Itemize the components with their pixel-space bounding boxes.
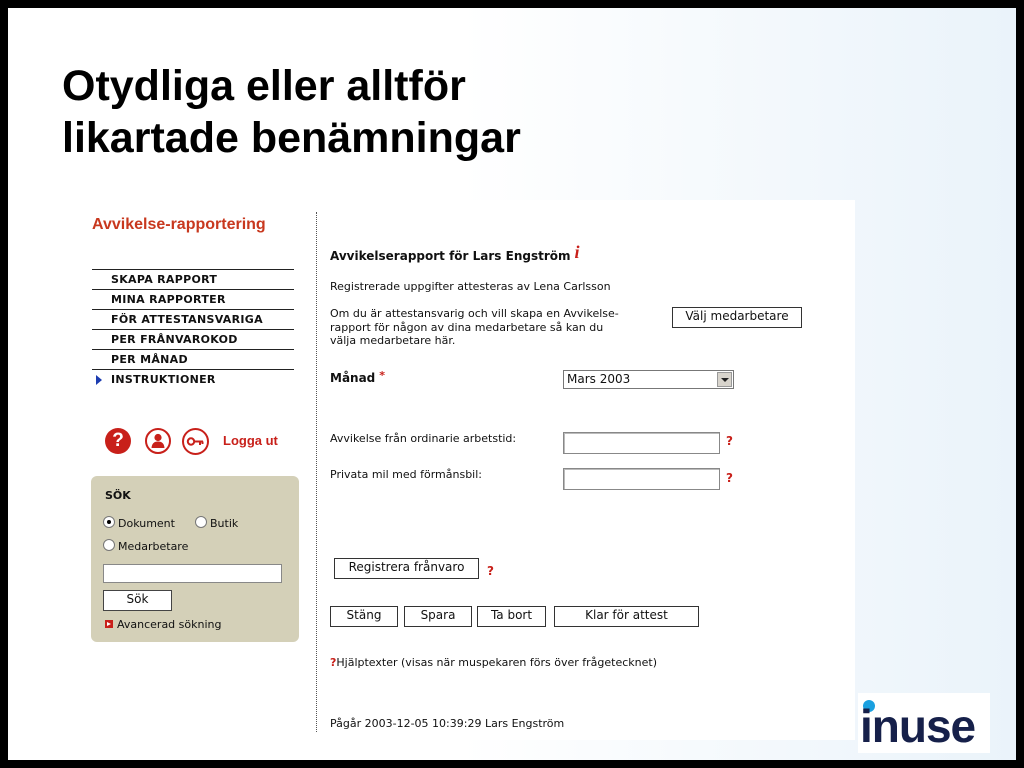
close-button[interactable]: Stäng xyxy=(330,606,398,627)
register-absence-button[interactable]: Registrera frånvaro xyxy=(334,558,479,579)
help-icon[interactable]: ? xyxy=(105,428,131,454)
choose-employee-text xyxy=(330,307,670,348)
left-column xyxy=(85,200,307,740)
radio-butik-input[interactable] xyxy=(195,516,207,528)
menu-item-label: MINA RAPPORTER xyxy=(111,293,226,306)
advanced-search-link[interactable] xyxy=(105,618,221,631)
month-select-value: Mars 2003 xyxy=(567,372,631,386)
help-note-icon: ? xyxy=(330,656,337,669)
choose-text-line-2: rapport för någon av dina medarbetare så kan du xyxy=(330,320,604,334)
advanced-search-label: Avancerad sökning xyxy=(117,618,222,631)
menu-item-label: PER FRÅNVAROKOD xyxy=(111,333,238,346)
arrow-right-icon xyxy=(105,620,113,628)
radio-dokument[interactable] xyxy=(103,516,175,531)
menu-item-label: SKAPA RAPPORT xyxy=(111,273,218,286)
month-label: Månad xyxy=(330,371,376,385)
radio-medarbetare-input[interactable] xyxy=(103,539,115,551)
delete-button[interactable]: Ta bort xyxy=(477,606,546,627)
column-divider xyxy=(316,212,317,732)
chevron-down-icon[interactable] xyxy=(717,372,732,387)
ready-for-attest-button[interactable]: Klar för attest xyxy=(554,606,699,627)
radio-dokument-label: Dokument xyxy=(118,517,175,530)
report-title xyxy=(330,242,580,263)
menu-item-label: INSTRUKTIONER xyxy=(111,373,216,386)
register-help-icon[interactable]: ? xyxy=(487,564,494,578)
search-panel xyxy=(91,476,299,642)
tool-icons xyxy=(105,426,315,456)
info-icon[interactable]: i xyxy=(574,242,580,262)
radio-medarbetare-label: Medarbetare xyxy=(118,540,189,553)
report-title-text: Avvikelserapport för Lars Engström xyxy=(330,249,571,263)
slide-title-line-1: Otydliga eller alltför xyxy=(62,62,466,110)
deviation-help-icon[interactable]: ? xyxy=(726,434,733,448)
user-icon[interactable] xyxy=(145,428,171,454)
radio-dokument-input[interactable] xyxy=(103,516,115,528)
month-label-row xyxy=(330,369,385,385)
menu-item-label: PER MÅNAD xyxy=(111,353,188,366)
choose-text-line-3: välja medarbetare här. xyxy=(330,334,456,347)
menu-item-instruktioner[interactable] xyxy=(92,370,294,389)
deviation-input[interactable] xyxy=(563,432,720,454)
menu-item-per-franvarokod[interactable] xyxy=(92,330,294,350)
radio-butik[interactable] xyxy=(195,516,238,531)
save-button[interactable]: Spara xyxy=(404,606,472,627)
choose-text-line-1: Om du är attestansvarig och vill skapa en Avvikelse- xyxy=(330,307,619,320)
search-input[interactable] xyxy=(103,564,282,583)
radio-butik-label: Butik xyxy=(210,517,239,530)
month-select[interactable] xyxy=(563,370,734,389)
attest-info: Registrerade uppgifter attesteras av Lena Carlsson xyxy=(330,280,611,293)
deviation-label: Avvikelse från ordinarie arbetstid: xyxy=(330,432,517,445)
inuse-logo xyxy=(858,693,990,753)
search-button[interactable]: Sök xyxy=(103,590,172,611)
help-note xyxy=(330,656,657,670)
radio-medarbetare[interactable] xyxy=(103,539,188,554)
app-title: Avvikelse-rapportering xyxy=(92,216,266,233)
menu-item-skapa-rapport[interactable] xyxy=(92,270,294,290)
status-line: Pågår 2003-12-05 10:39:29 Lars Engström xyxy=(330,717,565,730)
search-heading: SÖK xyxy=(105,489,131,502)
menu-item-label: FÖR ATTESTANSVARIGA xyxy=(111,313,263,326)
slide-title xyxy=(62,60,521,164)
logout-link[interactable]: Logga ut xyxy=(223,433,278,448)
active-arrow-icon xyxy=(96,375,102,385)
menu-item-per-manad[interactable] xyxy=(92,350,294,370)
private-miles-help-icon[interactable]: ? xyxy=(726,471,733,485)
slide-title-line-2: likartade benämningar xyxy=(62,114,521,162)
required-mark: * xyxy=(379,369,386,382)
choose-employee-button[interactable]: Välj medarbetare xyxy=(672,307,802,328)
app-screenshot xyxy=(85,200,855,740)
report-form xyxy=(330,200,850,740)
help-note-text: Hjälptexter (visas när muspekaren förs över frågetecknet) xyxy=(336,656,657,669)
menu-item-mina-rapporter[interactable] xyxy=(92,290,294,310)
menu-item-for-attestansvariga[interactable] xyxy=(92,310,294,330)
main-menu xyxy=(92,269,294,389)
private-miles-input[interactable] xyxy=(563,468,720,490)
private-miles-label: Privata mil med förmånsbil: xyxy=(330,468,482,481)
logo-text: inuse xyxy=(860,700,976,752)
key-icon[interactable] xyxy=(182,428,209,455)
